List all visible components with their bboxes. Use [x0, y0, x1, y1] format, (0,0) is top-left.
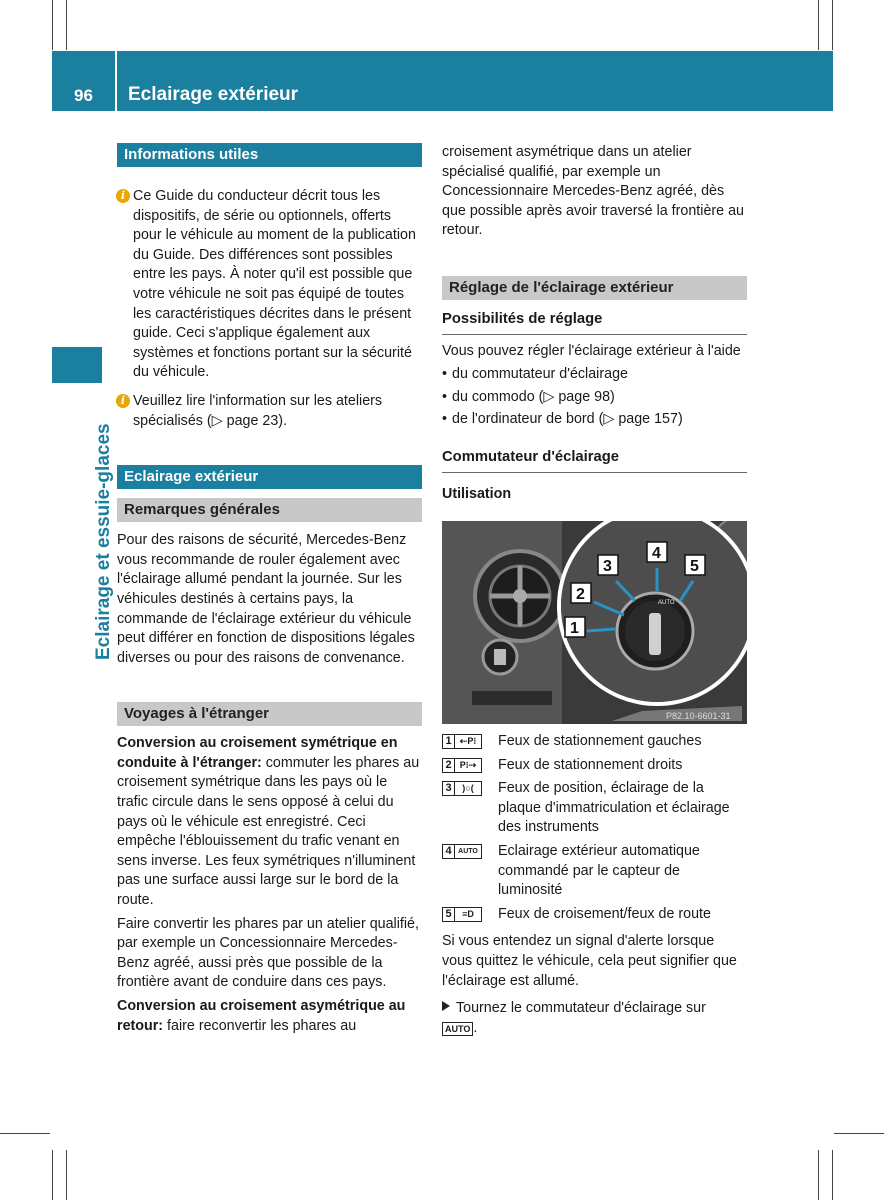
crop-mark: [66, 1150, 67, 1200]
legend-number: 1: [442, 734, 455, 749]
side-tab-marker: [52, 347, 102, 383]
legend-text: Feux de position, éclairage de la plaque d'immatriculation et éclairage des instruments: [498, 780, 730, 836]
travel-paragraph-3: [117, 997, 422, 1036]
parking-left-icon: ⇠P⁝: [455, 734, 482, 749]
header-divider: [115, 51, 117, 111]
crop-mark: [52, 1150, 53, 1200]
options-list: [442, 365, 747, 430]
legend-row: [442, 905, 747, 925]
legend-row: [442, 756, 747, 776]
usage-heading: Utilisation: [442, 485, 512, 502]
auto-symbol-icon: AUTO: [442, 1022, 473, 1036]
travel-heading: Voyages à l'étranger: [117, 702, 422, 726]
info-text: Veuillez lire l'information sur les ateliers spécialisés (▷ page 23).: [133, 392, 383, 429]
crop-mark: [832, 0, 833, 50]
page-number: 96: [74, 86, 93, 105]
legend-row: [442, 779, 747, 838]
legend-number: 2: [442, 758, 455, 773]
section-heading: Eclairage extérieur: [117, 465, 422, 489]
switch-heading: Commutateur d'éclairage: [442, 448, 747, 473]
parking-right-icon: P⁝⇢: [455, 758, 482, 773]
info-paragraph: [117, 392, 422, 431]
legend-block: [442, 732, 747, 1038]
legend-number: 3: [442, 781, 455, 796]
legend-row: [442, 732, 747, 752]
callout-3: 3: [603, 558, 612, 575]
callout-5: 5: [690, 558, 699, 575]
list-item: • de l'ordinateur de bord (▷ page 157): [442, 410, 747, 430]
legend-text: Eclairage extérieur automatique commandé par le capteur de luminosité: [498, 842, 700, 899]
dial-auto-label: AUTO: [658, 600, 675, 606]
info-text: Ce Guide du conducteur décrit tous les dispositifs, de série ou optionnels, offerts pour le véhicule au moment de la publication du Guide. Des différences sont possibles entre les pays. À noter qu'il est possible que votre véhicule ne soit pas équipé de toutes les caractéristiques décrites dans le présent guide. Ceci s'applique également aux systèmes et fonctions portant sur la sécurité du véhicule.: [133, 188, 416, 381]
crop-mark: [832, 1150, 833, 1200]
info-icon: i: [116, 394, 130, 408]
figure-code: P82.10-6601-31: [666, 711, 731, 721]
crop-mark: [818, 1150, 819, 1200]
right-column: [442, 143, 747, 504]
action-text: Tournez le commutateur d'éclairage sur: [456, 1000, 706, 1017]
crop-mark: [0, 1133, 50, 1134]
action-step: Tournez le commutateur d'éclairage sur AUTO .: [442, 999, 747, 1038]
legend-text: Feux de croisement/feux de route: [498, 905, 711, 922]
light-switch-figure: [442, 521, 747, 724]
step-arrow-icon: [442, 1001, 450, 1011]
list-item: • du commodo (▷ page 98): [442, 388, 747, 408]
legend-number: 5: [442, 907, 455, 922]
continued-text: croisement asymétrique dans un atelier spécialisé qualifié, par exemple un Concessionnaire Mercedes-Benz agréé, dès que possible après avoir traversé la frontière au retour.: [442, 144, 744, 239]
low-beam-icon: ≡D: [455, 907, 482, 922]
options-intro: Vous pouvez régler l'éclairage extérieur à l'aide: [442, 342, 741, 359]
left-column: [117, 143, 422, 1036]
warning-text: Si vous entendez un signal d'alerte lorsque vous quittez le véhicule, cela peut signifier que l'éclairage est allumé.: [442, 933, 737, 989]
general-heading: Remarques générales: [117, 498, 422, 522]
travel-bold-3: Conversion au croisement asymétrique au retour:: [117, 998, 406, 1034]
info-heading: Informations utiles: [117, 143, 422, 167]
page-title: Eclairage extérieur: [128, 84, 299, 105]
options-heading: Possibilités de réglage: [442, 310, 747, 335]
travel-text-1: commuter les phares au croisement symétrique dans les pays où le trafic circule dans le sens opposé à celui du pays où le véhicule est enregistré. Ceci empêche l'éblouissement du trafic venant en sens inverse. Les feux symétriques n'illuminent pas une surface aussi large sur le bord de la route.: [117, 754, 420, 909]
crop-mark: [66, 0, 67, 50]
callout-2: 2: [576, 586, 585, 603]
side-tab-label: Eclairage et essuie-glaces: [93, 423, 114, 660]
adjust-heading: Réglage de l'éclairage extérieur: [442, 276, 747, 300]
auto-lights-icon: AUTO: [455, 844, 482, 859]
crop-mark: [834, 1133, 884, 1134]
info-paragraph: [117, 187, 422, 383]
legend-text: Feux de stationnement gauches: [498, 733, 702, 749]
travel-paragraph-2: Faire convertir les phares par un atelier qualifié, par exemple un Concessionnaire Mercedes-Benz agréé, aussi près que possible de la frontière avant de conduire dans ces pays.: [117, 915, 419, 991]
info-icon: i: [116, 189, 130, 203]
legend-row: [442, 842, 747, 901]
travel-paragraph-1: [117, 734, 422, 910]
general-text: Pour des raisons de sécurité, Mercedes-Benz vous recommande de rouler également avec l'éclairage allumé pendant la journée. Sur les véhicules destinés à certains pays, la commande de l'éclairage extérieur du véhicule peut différer en fonction de dispositions légales diverses ou pour des raisons de convenance.: [117, 532, 415, 666]
callout-4: 4: [652, 545, 661, 562]
legend-text: Feux de stationnement droits: [498, 756, 683, 773]
travel-bold-1: Conversion au croisement symétrique en conduite à l'étranger:: [117, 735, 398, 771]
callout-1: 1: [570, 620, 579, 637]
travel-text-3: faire reconvertir les phares au: [163, 1017, 357, 1034]
list-item: • du commutateur d'éclairage: [442, 365, 747, 385]
crop-mark: [52, 0, 53, 50]
side-lights-icon: )○(: [455, 781, 482, 796]
crop-mark: [818, 0, 819, 50]
legend-number: 4: [442, 844, 455, 859]
